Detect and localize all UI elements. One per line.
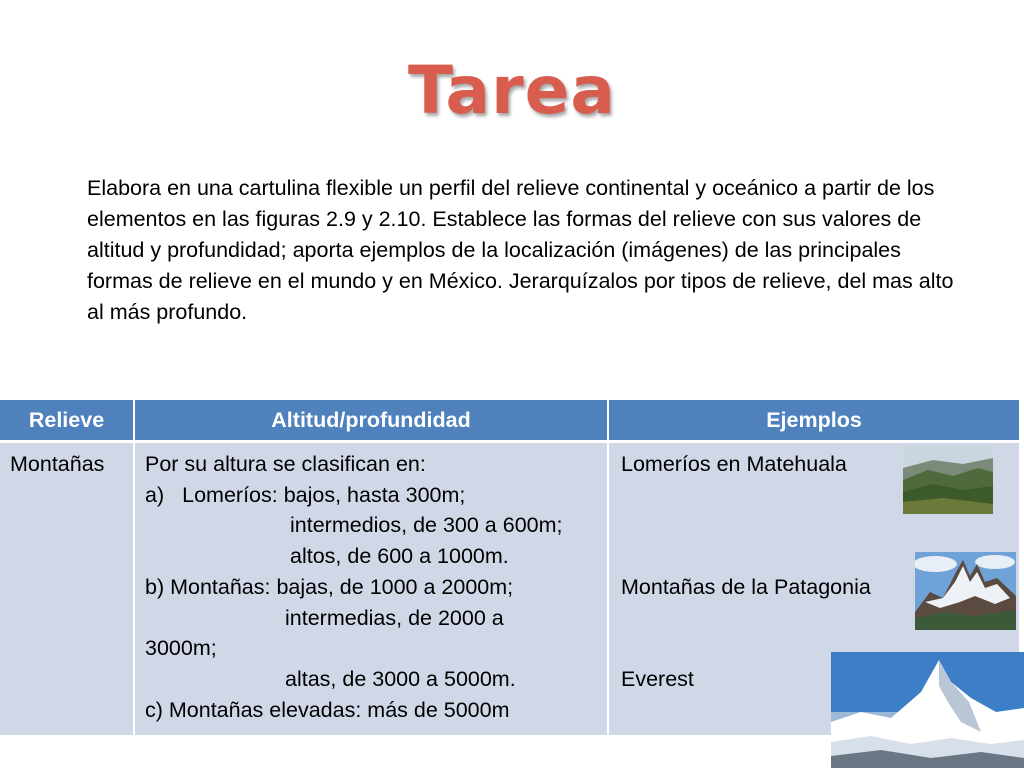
header-ejemplos: Ejemplos <box>608 400 1020 442</box>
slide-title: Tarea <box>408 52 616 129</box>
example-patagonia: Montañas de la Patagonia <box>621 575 871 599</box>
altitud-a-line2: intermedios, de 300 a 600m; <box>290 513 563 538</box>
patagonia-photo <box>915 552 1016 630</box>
header-altitud: Altitud/profundidad <box>134 400 608 442</box>
example-matehuala: Lomeríos en Matehuala <box>621 452 847 476</box>
altitud-a-line3: altos, de 600 a 1000m. <box>290 544 509 569</box>
altitud-b-line3: 3000m; <box>145 636 217 661</box>
cell-relieve: Montañas <box>0 442 134 736</box>
header-relieve: Relieve <box>0 400 134 442</box>
altitud-a-text: Lomeríos: bajos, hasta 300m; <box>182 482 466 507</box>
table-header-row <box>0 400 1020 442</box>
instructions-paragraph: Elabora en una cartulina flexible un perfil del relieve continental y oceánico a partir de los elementos en las figuras 2.9 y 2.10. Establece las formas del relieve con sus valores de altitud y profundidad; aporta ejemplos de la localización (imágenes) de las principales formas de relieve en el mundo y en México. Jerarquízalos por tipos de relieve, del mas alto al más profundo. <box>87 176 954 324</box>
example-everest: Everest <box>621 667 694 691</box>
everest-photo <box>831 652 1024 768</box>
altitud-intro: Por su altura se clasifican en: <box>145 452 426 476</box>
cell-altitud <box>134 442 608 736</box>
altitud-a <box>145 480 599 511</box>
altitud-b-line2: intermedias, de 2000 a <box>285 605 504 630</box>
list-marker-a: a) <box>145 482 165 507</box>
hills-photo <box>903 446 993 514</box>
altitud-b-line4: altas, de 3000 a 5000m. <box>285 666 516 691</box>
altitud-c-line1: c) Montañas elevadas: más de 5000m <box>145 697 510 722</box>
altitud-b-line1: b) Montañas: bajas, de 1000 a 2000m; <box>145 574 514 599</box>
